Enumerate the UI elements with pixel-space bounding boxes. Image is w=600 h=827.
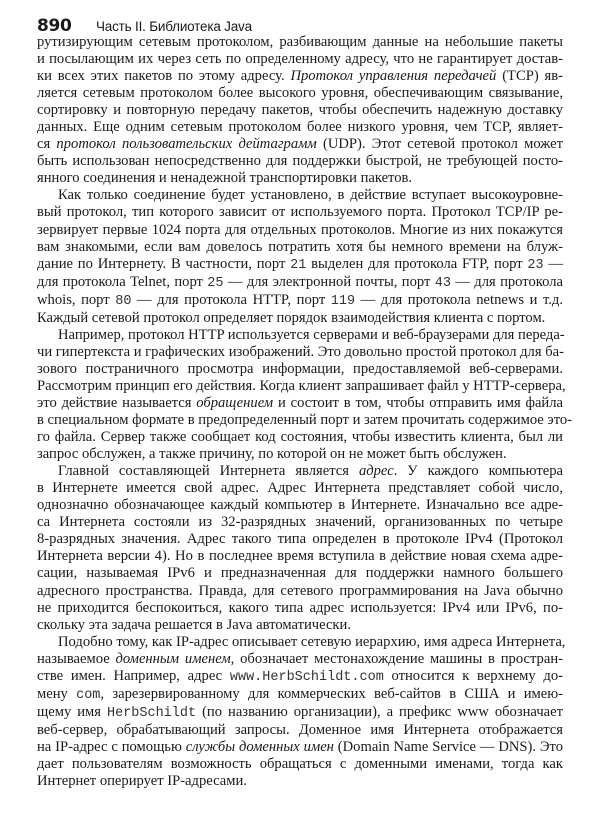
italic-term: доменным именем xyxy=(115,650,231,667)
text-line xyxy=(37,239,563,256)
text-run: и состоит в том, чтобы отправить имя файла xyxy=(273,394,564,411)
text-run: быть использован непосредственно для поддержки быстрой, не требующей посто- xyxy=(37,153,563,170)
text-run: , зарезервированному для коммерческих веб-сайтов в США и имею- xyxy=(100,685,563,702)
text-run: ся xyxy=(37,136,57,153)
text-run: . У каждого компьютера xyxy=(393,463,563,480)
text-run: — для электронной почты, порт xyxy=(223,273,435,290)
text-run: Подобно тому, как IP-адрес описывает сетевую иерархию, имя адреса Интернета, xyxy=(58,633,566,650)
text-run: (TCP) яв- xyxy=(496,68,563,85)
text-run: сортировку и повторную передачу пакетов, чтобы обеспечить надежную доставку xyxy=(37,102,563,119)
text-run: Интернета версии 4). Но в последнее время вступила в действие новая схема адре- xyxy=(37,548,563,565)
text-run: ки всех этих пакетов по этому адресу. xyxy=(37,68,291,85)
text-line xyxy=(37,514,563,531)
text-line xyxy=(37,565,563,582)
text-line xyxy=(37,136,563,153)
italic-term: адрес xyxy=(358,463,394,480)
text-run: мену xyxy=(37,685,77,702)
text-run: янного соединения и ненадежной транспортировки пакетов. xyxy=(37,170,413,187)
text-line xyxy=(37,102,563,119)
text-line xyxy=(37,34,563,51)
text-run: на IP-адрес с помощью xyxy=(37,738,186,755)
text-line xyxy=(37,531,563,548)
text-line xyxy=(37,344,563,361)
text-run: называемое xyxy=(37,650,116,667)
text-run: рутизирующим сетевым протоколом, разбивающим данные на небольшие пакеты xyxy=(37,34,563,50)
text-run: — для протокола HTTP, порт xyxy=(131,291,331,308)
text-line xyxy=(37,773,563,790)
page-number: 890 xyxy=(37,16,72,36)
text-run: , обозначает местонахождение машины в простран- xyxy=(230,650,563,667)
text-run: это действие называется xyxy=(37,394,197,411)
paragraph xyxy=(37,633,566,790)
code-text: www.HerbSchildt.com xyxy=(229,669,384,685)
text-line xyxy=(37,668,563,686)
body-text xyxy=(37,34,573,790)
text-line xyxy=(37,222,563,239)
text-line xyxy=(37,548,563,565)
text-line xyxy=(37,153,563,170)
text-run: в специальном формате в предопределенный порт и затем прочитать содержимое это- xyxy=(37,412,573,429)
text-line xyxy=(37,187,563,204)
text-run: щему имя xyxy=(37,703,107,720)
text-line xyxy=(37,85,563,102)
text-run: дает пользователям возможность обращаться с доменными именами, тогда как xyxy=(37,755,563,772)
text-line xyxy=(37,617,563,634)
text-run: вам знакомыми, если вам довелось потратить хотя бы немного времени на блуж- xyxy=(37,238,563,255)
text-line xyxy=(37,739,563,756)
code-text: 25 xyxy=(207,275,224,291)
paragraph xyxy=(37,34,563,187)
text-run: — для протокола netnews и т.д. xyxy=(355,291,563,308)
text-run: ляется сетевым протоколом более высокого уровня, обеспечивающим связывание, xyxy=(37,85,563,102)
text-line xyxy=(37,119,563,136)
paragraph xyxy=(37,326,573,463)
text-run: го файла. Сервер также сообщает код состояния, чтобы известить клиента, был ли xyxy=(37,429,563,446)
text-run: (Domain Name Service — DNS). Это xyxy=(333,738,563,755)
italic-term: протокол пользовательских дейтаграмм xyxy=(56,136,317,153)
text-line xyxy=(37,429,563,446)
text-run: сации, называемая IPv6 и предназначенная для поддержки намного большего xyxy=(37,565,563,582)
italic-term: обращением xyxy=(196,394,274,411)
text-line xyxy=(37,292,563,310)
text-line xyxy=(37,497,563,514)
code-text: HerbSchildt xyxy=(106,705,197,721)
text-run: скольку эта задача решается в Java автоматически. xyxy=(37,616,351,633)
text-run: веб-сервер, обрабатывающий запросы. Доменное имя Интернета отображается xyxy=(37,721,563,738)
text-run: для протокола Telnet, порт xyxy=(37,273,208,290)
text-run: вый протокол, тип которого зависит от используемого порта. Протокол TCP/IP ре- xyxy=(37,204,563,221)
text-line xyxy=(37,756,563,773)
text-run: 8-разрядных значения. Адрес такого типа определен в протоколе IPv4 (Протокол xyxy=(37,531,563,548)
text-line xyxy=(37,68,563,85)
text-run: запрос обслужен, а также причину, по которой он не может быть обслужен. xyxy=(37,446,507,463)
text-line xyxy=(37,722,563,739)
page-header xyxy=(37,16,252,36)
text-line xyxy=(37,170,563,187)
text-line xyxy=(37,480,563,497)
text-line xyxy=(37,446,563,463)
text-run: зового постраничного просмотра информации, предоставляемой веб-серверами. xyxy=(37,360,563,377)
text-line xyxy=(37,310,563,327)
italic-term: Протокол управления передачей xyxy=(290,68,497,85)
text-line xyxy=(37,51,563,68)
text-line xyxy=(37,583,563,600)
text-run: — для протокола xyxy=(450,273,563,290)
text-run: са Интернета состояли из 32-разрядных значений, организованных по четыре xyxy=(37,514,563,531)
text-run: дание по Интернету. В частности, порт xyxy=(37,255,291,272)
paragraph xyxy=(37,187,563,326)
text-run: зервирует первые 1024 порта для отдельных протоколов. Многие из них покажутся xyxy=(37,221,563,238)
text-run: (по названию организации), а префикс www обозначает xyxy=(196,703,563,720)
text-run: чи гипертекста и графических изображений. Это довольно простой протокол для ба- xyxy=(37,343,564,360)
text-line xyxy=(37,204,563,221)
code-text: 21 xyxy=(290,257,307,273)
text-run: Как только соединение будет установлено, в действие вступает высокоуровне- xyxy=(58,187,563,204)
text-line xyxy=(37,412,573,429)
text-run: адресного пространства. Правда, для сетевого программирования на Java обычно xyxy=(37,582,563,599)
text-run: Главной составляющей Интернета является xyxy=(58,463,359,480)
text-line xyxy=(37,327,563,344)
text-run: относится к верхнему до- xyxy=(383,667,563,684)
text-run: Рассмотрим принцип его действия. Когда клиент запрашивает файл у HTTP-сервера, xyxy=(37,377,566,394)
text-line xyxy=(37,633,566,651)
text-line xyxy=(37,704,563,722)
text-run: в Интернете имеется свой адрес. Адрес Интернета представляет собой число, xyxy=(37,480,563,497)
text-run: не приходится беспокоиться, какого типа адрес используется: IPv4 или IPv6, по- xyxy=(37,599,563,616)
code-text: 23 xyxy=(527,257,544,273)
text-run: и посылающим их через сеть по определенному адресу, что не гарантирует достав- xyxy=(37,51,563,68)
text-line xyxy=(37,686,563,704)
text-run: данных. Еще одним сетевым протоколом более низкого уровня, чем TCP, являет- xyxy=(37,119,563,136)
text-run: Каждый сетевой протокол определяет порядок взаимодействия клиента с портом. xyxy=(37,309,546,326)
text-run: Например, протокол HTTP используется серверами и веб-браузерами для переда- xyxy=(58,326,565,343)
text-line xyxy=(37,274,563,292)
code-text: 43 xyxy=(434,275,451,291)
text-run: выделен для протокола FTP, порт xyxy=(306,255,528,272)
code-text: 119 xyxy=(330,293,356,309)
text-run: стве имен. Например, адрес xyxy=(37,667,230,684)
paragraph xyxy=(37,463,563,633)
text-line xyxy=(37,600,563,617)
italic-term: службы доменных имен xyxy=(185,738,334,755)
text-line xyxy=(37,256,563,274)
text-run: (UDP). Этот сетевой протокол может xyxy=(316,136,563,153)
text-line xyxy=(37,377,566,395)
text-line xyxy=(37,463,563,480)
text-run: однозначно обозначающее каждый компьютер в Интернете. Изначально все адре- xyxy=(37,497,563,514)
text-line xyxy=(37,361,563,378)
code-text: com xyxy=(76,687,101,703)
running-head: Часть II. Библиотека Java xyxy=(96,19,252,34)
code-text: 80 xyxy=(115,293,132,309)
text-line xyxy=(37,395,563,412)
text-run: whois, порт xyxy=(37,291,116,308)
text-line xyxy=(37,651,563,668)
text-run: — xyxy=(543,255,564,272)
text-run: Интернет оперирует IP-адресами. xyxy=(37,773,247,790)
